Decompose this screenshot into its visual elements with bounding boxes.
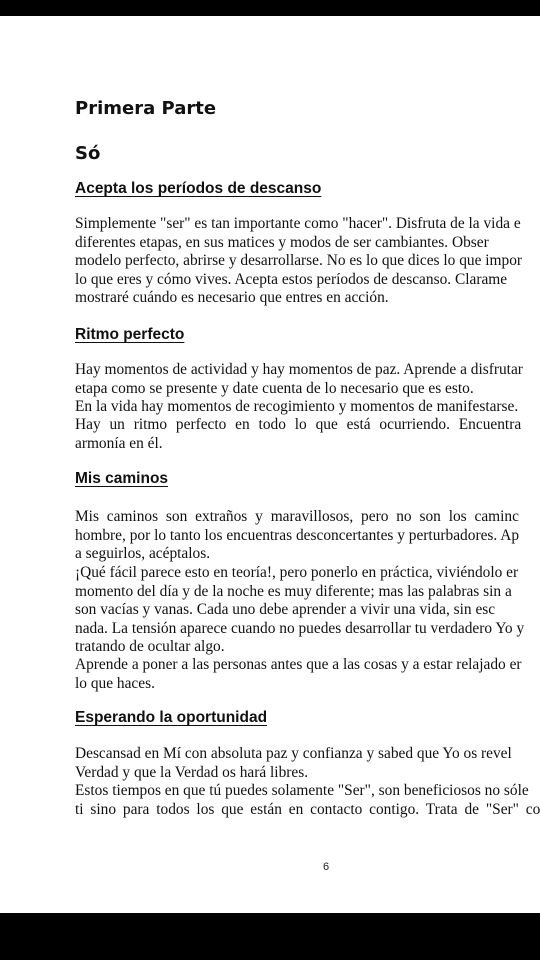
section-heading-mis-caminos: Mis caminos	[75, 470, 169, 487]
text-line: armonía en él.	[75, 434, 163, 452]
text-line: ti sino para todos los que están en contacto contigo. Trata de "Ser" co	[75, 800, 540, 818]
part-title: Primera Parte	[75, 98, 217, 119]
paragraph	[75, 398, 540, 417]
section-heading-ritmo: Ritmo perfecto	[75, 326, 185, 343]
page-number: 6	[322, 861, 330, 873]
paragraph	[75, 361, 540, 398]
text-line: modelo perfecto, abrirse y desarrollarse. No es lo que dices lo que impor	[75, 252, 523, 269]
text-line: lo que haces.	[75, 674, 155, 692]
text-line: Hay momentos de actividad y hay momentos de paz. Aprende a disfrutar	[75, 361, 523, 378]
text-line: Aprende a poner a las personas antes que a las cosas y a estar relajado er	[75, 656, 522, 673]
text-line: Estos tiempos en que tú puedes solamente "Ser", son beneficiosos no sóle	[75, 782, 529, 799]
chapter-title: Só	[75, 143, 101, 164]
bottom-black-bar	[0, 913, 540, 960]
top-black-bar	[0, 0, 540, 16]
text-line: En la vida hay momentos de recogimiento y momentos de manifestarse.	[75, 398, 519, 415]
section-heading-acepta: Acepta los períodos de descanso	[75, 180, 322, 197]
text-line: son vacías y vanas. Cada uno debe aprender a vivir una vida, sin esc	[75, 601, 496, 618]
document-page[interactable]	[0, 16, 540, 913]
paragraph	[75, 416, 540, 453]
text-line: nada. La tensión aparece cuando no puedes desarrollar tu verdadero Yo y	[75, 619, 525, 637]
section-heading-esperando: Esperando la oportunidad	[75, 709, 268, 726]
text-line: lo que eres y cómo vives. Acepta estos períodos de descanso. Clarame	[75, 270, 508, 288]
paragraph	[75, 656, 540, 693]
paragraph	[75, 564, 540, 657]
text-line: hombre, por lo tanto los encuentras desconcertantes y perturbadores. Ap	[75, 526, 520, 544]
paragraph	[75, 215, 540, 308]
text-line: Hay un ritmo perfecto en todo lo que está ocurriendo. Encuentra	[75, 416, 522, 433]
text-line: Verdad y que la Verdad os hará libres.	[75, 763, 309, 781]
text-line: etapa como se presente y date cuenta de lo necesario que es esto.	[75, 379, 474, 397]
text-line: a seguirlos, acéptalos.	[75, 545, 211, 562]
paragraph	[75, 782, 540, 819]
text-line: Descansad en Mí con absoluta paz y confianza y sabed que Yo os revel	[75, 745, 512, 762]
text-line: Simplemente "ser" es tan importante como "hacer". Disfruta de la vida e	[75, 215, 521, 232]
text-line: momento del día y de la noche es muy diferente; mas las palabras sin a	[75, 582, 512, 600]
text-line: ¡Qué fácil parece esto en teoría!, pero ponerlo en práctica, viviéndolo er	[75, 564, 519, 581]
text-line: diferentes etapas, en sus matices y modos de ser cambiantes. Obser	[75, 233, 489, 251]
text-line: tratando de ocultar algo.	[75, 638, 225, 655]
paragraph	[75, 508, 540, 564]
text-line: mostraré cuándo es necesario que entres en acción.	[75, 289, 389, 306]
paragraph	[75, 745, 540, 782]
text-line: Mis caminos son extraños y maravillosos, pero no son los caminc	[75, 508, 519, 525]
